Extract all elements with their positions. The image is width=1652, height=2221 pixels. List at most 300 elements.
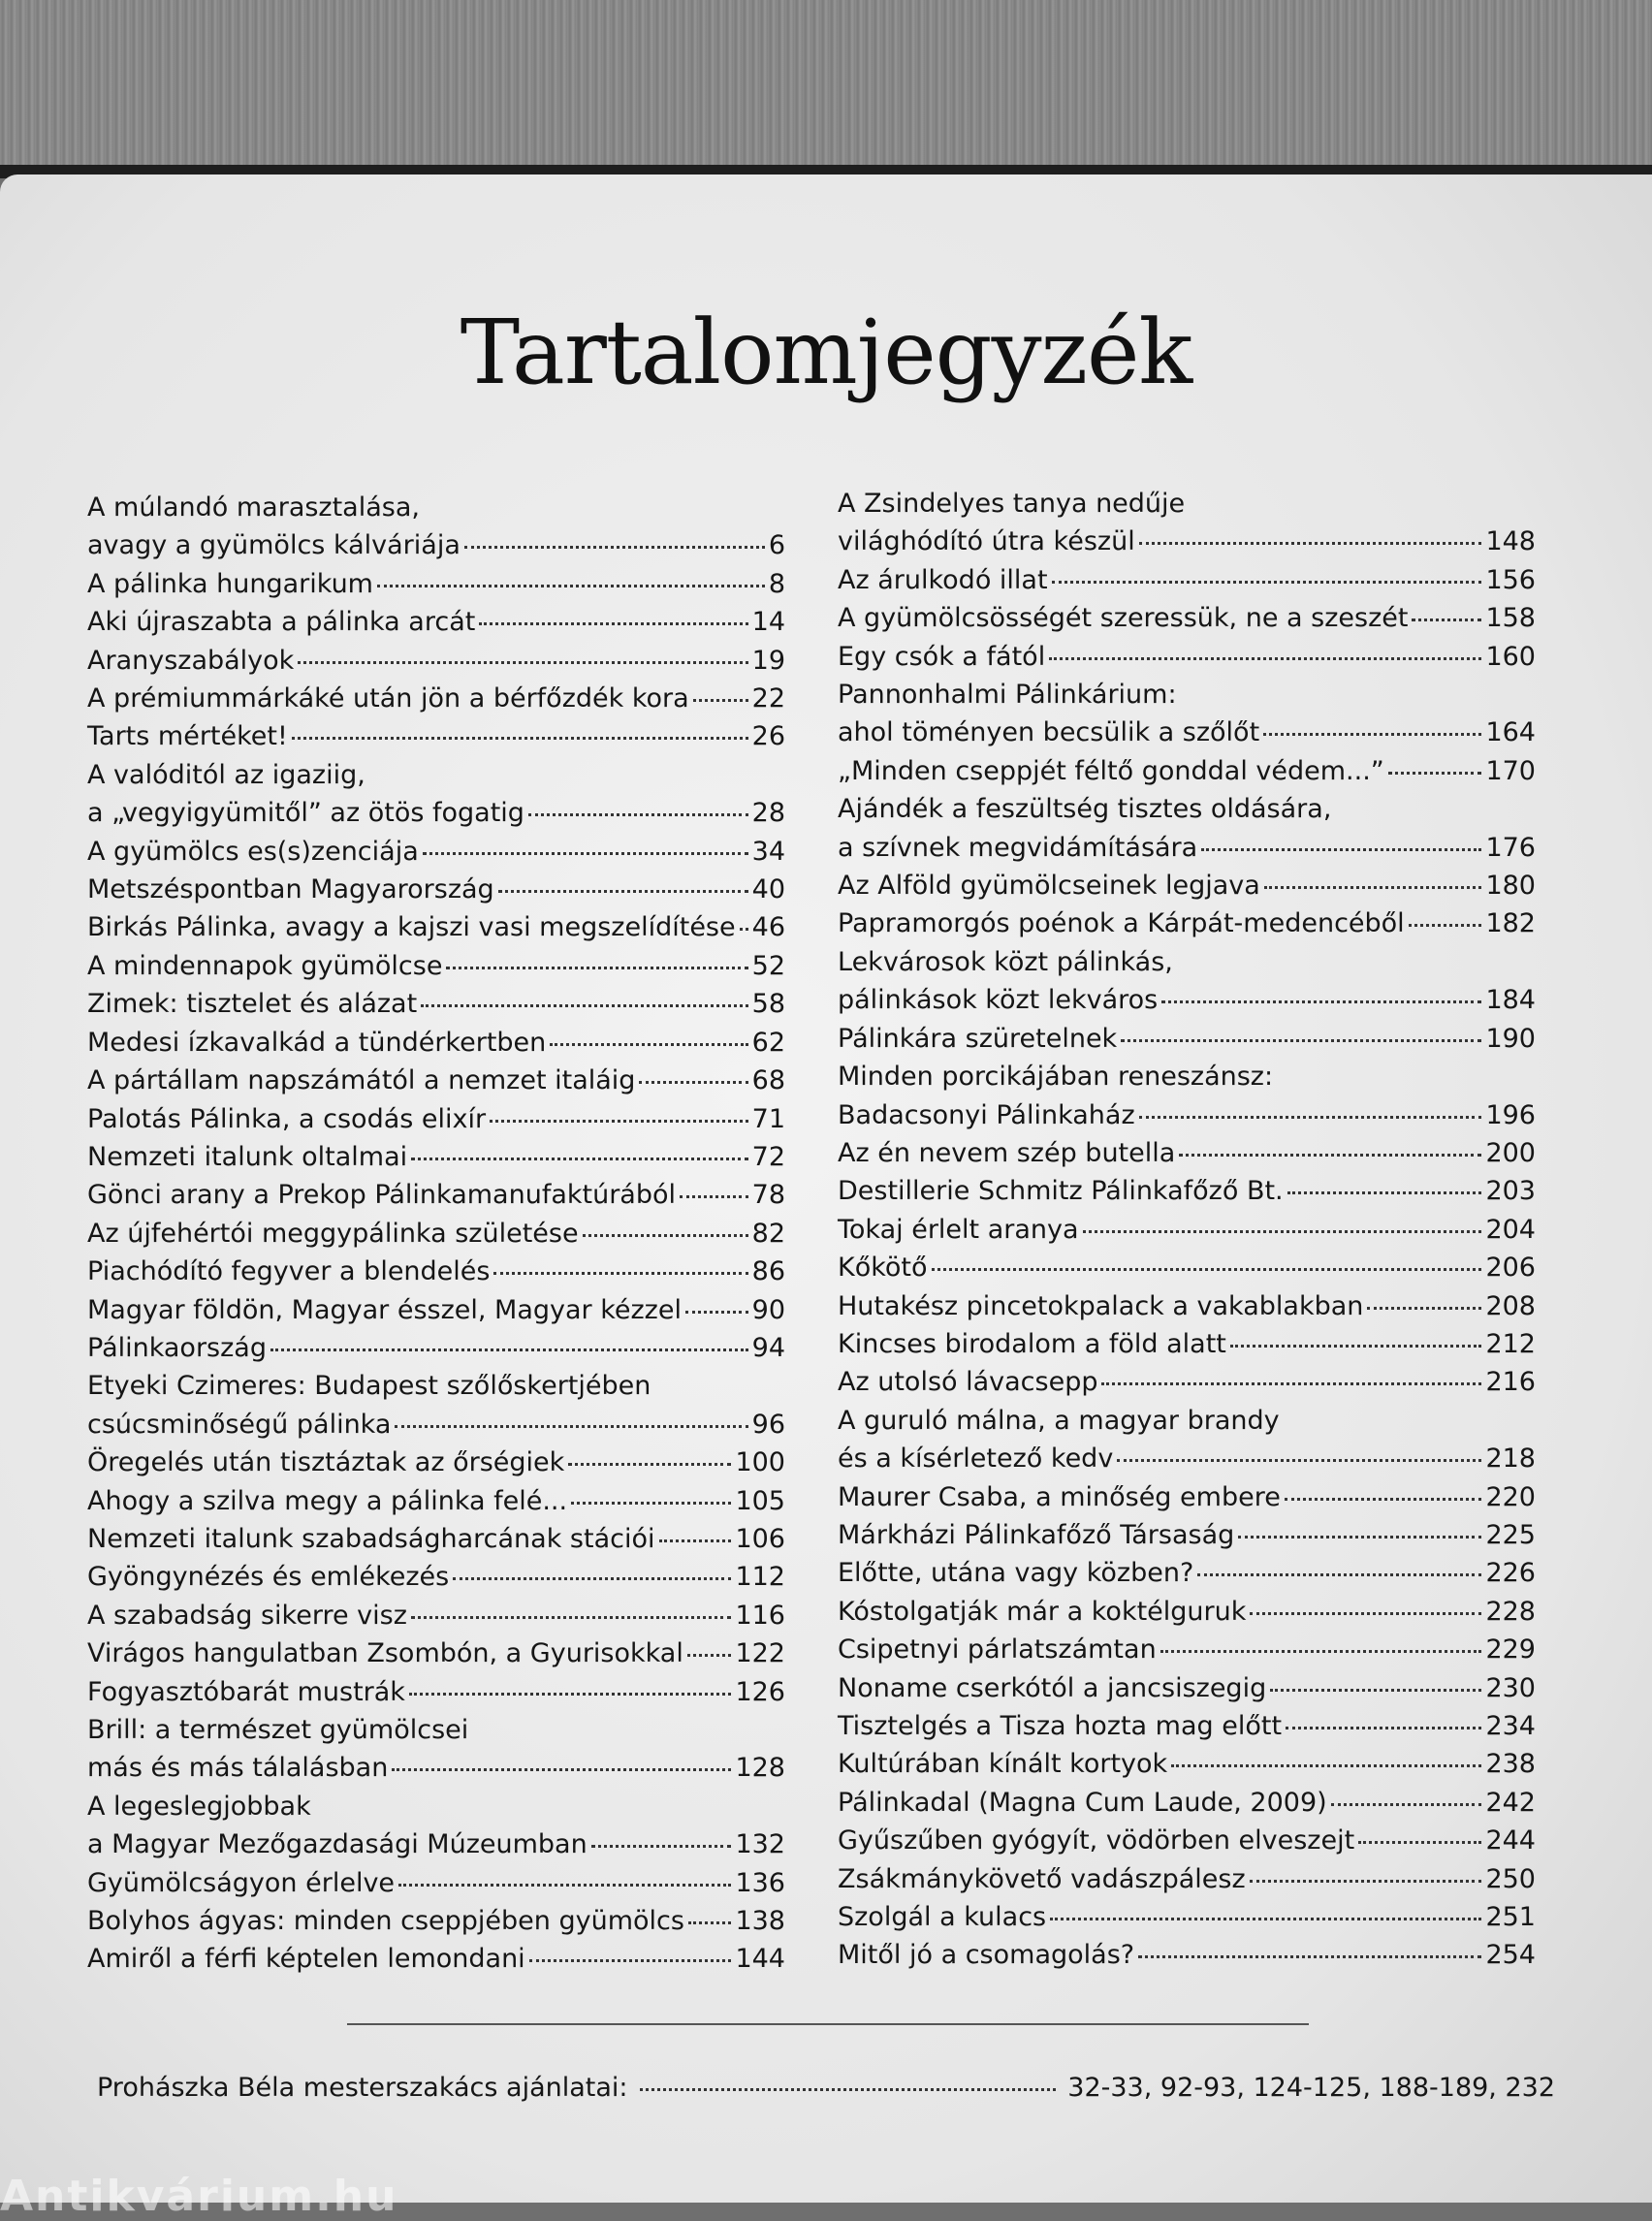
- entry-title: Kőkötő: [838, 1253, 928, 1284]
- entry-title-line1: A Zsindelyes tanya nedűje: [838, 489, 1186, 519]
- page-number: 78: [751, 1180, 785, 1211]
- page-number: 229: [1485, 1634, 1536, 1666]
- entry-title: A pálinka hungarikum: [87, 568, 373, 599]
- leader-dots: [1171, 1764, 1481, 1767]
- leader-dots: [1230, 1345, 1482, 1348]
- entry-title: A szabadság sikerre visz: [87, 1600, 407, 1631]
- leader-dots: [550, 1043, 747, 1046]
- entry-title: Mitől jó a csomagolás?: [838, 1940, 1135, 1971]
- page-number: 244: [1485, 1825, 1536, 1856]
- entry-title: más és más tálalásban: [87, 1753, 389, 1784]
- toc-entry: [87, 1520, 785, 1558]
- leader-dots: [659, 1539, 732, 1542]
- leader-dots: [377, 585, 765, 587]
- entry-title: A pártállam napszámától a nemzet italáig: [87, 1065, 636, 1096]
- entry-line: [87, 947, 785, 985]
- page-number: 8: [768, 568, 785, 599]
- entry-line: [87, 1444, 785, 1481]
- watermark: Antikvárium.hu: [0, 2172, 398, 2221]
- page-number: 206: [1485, 1253, 1536, 1284]
- page-number: 226: [1485, 1558, 1536, 1589]
- leader-dots: [464, 546, 765, 549]
- page-number: 46: [751, 912, 785, 943]
- entry-line: [87, 1406, 785, 1444]
- entry-title: Metszéspontban Magyarország: [87, 874, 494, 905]
- entry-line: [87, 1329, 785, 1367]
- entry-title: Gyűszűben gyógyít, vödörben elveszejt: [838, 1825, 1355, 1856]
- toc-entry: [838, 1936, 1536, 1974]
- page-number: 136: [735, 1867, 785, 1898]
- toc-entry: [87, 1634, 785, 1672]
- entry-title-line1: Etyeki Czimeres: Budapest szőlőskertjében: [87, 1371, 651, 1402]
- toc-entry: [87, 603, 785, 641]
- entry-title: Ahogy a szilva megy a pálinka felé...: [87, 1485, 568, 1516]
- entry-title: A gyümölcs es(s)zenciája: [87, 836, 419, 867]
- entry-title: világhódító útra készül: [838, 526, 1135, 557]
- entry-line: [838, 1745, 1536, 1783]
- leader-dots: [932, 1268, 1482, 1271]
- toc-entry: [87, 1215, 785, 1253]
- toc-entry: [87, 1597, 785, 1634]
- page-number: 204: [1485, 1214, 1536, 1245]
- entry-title: Márkházi Pálinkafőző Társaság: [838, 1519, 1235, 1550]
- entry-title-line1: Ajándék a feszültség tisztes oldására,: [838, 794, 1332, 825]
- toc-entry: [838, 867, 1536, 904]
- entry-title: Aki újraszabta a pálinka arcát: [87, 607, 476, 638]
- entry-line: [838, 1172, 1536, 1210]
- entry-line: [87, 1520, 785, 1558]
- toc-entry: [838, 1363, 1536, 1401]
- leader-dots: [395, 1425, 747, 1428]
- entry-line: [87, 1253, 785, 1290]
- toc-entry: [838, 1249, 1536, 1286]
- entry-title: Papramorgós poénok a Kárpát-medencéből: [838, 908, 1405, 939]
- entry-line: [87, 603, 785, 641]
- leader-dots: [529, 1959, 732, 1962]
- entry-title: csúcsminőségű pálinka: [87, 1409, 392, 1440]
- leader-dots: [1358, 1841, 1481, 1844]
- entry-line: [87, 794, 785, 832]
- leader-dots: [1179, 1154, 1481, 1157]
- page-title: Tartalomjegyzék: [460, 301, 1192, 404]
- entry-line: [838, 1593, 1536, 1631]
- page-number: 228: [1485, 1596, 1536, 1627]
- page-number: 160: [1485, 641, 1536, 672]
- entry-title: Gönci arany a Prekop Pálinkamanufaktúrából: [87, 1180, 677, 1211]
- page-number: 176: [1485, 832, 1536, 863]
- page-number: 251: [1485, 1902, 1536, 1933]
- leader-dots: [421, 1004, 747, 1007]
- toc-entry: [87, 1444, 785, 1481]
- leader-dots: [571, 1502, 731, 1505]
- leader-dots: [687, 1654, 732, 1657]
- entry-title: Gyöngynézés és emlékezés: [87, 1562, 450, 1593]
- entry-title-line1: Brill: a természet gyümölcsei: [87, 1715, 469, 1745]
- page-number: 158: [1485, 603, 1536, 634]
- entry-title: Zimek: tisztelet és alázat: [87, 989, 418, 1020]
- page-number: 72: [751, 1141, 785, 1172]
- entry-line: [87, 833, 785, 871]
- toc-entry: [838, 676, 1536, 752]
- entry-line: [87, 1864, 785, 1902]
- entry-title: avagy a gyümölcs kálváriája: [87, 530, 461, 561]
- toc-entry: [87, 1291, 785, 1329]
- entry-line: [838, 1325, 1536, 1363]
- toc-entry: [838, 1669, 1536, 1707]
- entry-line: [838, 1860, 1536, 1898]
- entry-title: Kóstolgatják már a koktélguruk: [838, 1596, 1247, 1627]
- entry-line: [87, 1673, 785, 1711]
- divider: [347, 2023, 1309, 2025]
- page-number: 156: [1485, 564, 1536, 595]
- leader-dots: [1409, 924, 1482, 927]
- toc-entry: [87, 1100, 785, 1138]
- entry-line: [87, 1634, 785, 1672]
- entry-line: [87, 1749, 785, 1787]
- page-number: 230: [1485, 1672, 1536, 1703]
- leader-dots: [1139, 1116, 1482, 1119]
- page-number: 90: [751, 1294, 785, 1325]
- leader-dots: [1285, 1498, 1482, 1501]
- page-number: 122: [735, 1638, 785, 1669]
- leader-dots: [292, 737, 748, 740]
- page-number: 225: [1485, 1519, 1536, 1550]
- entry-line: [838, 1554, 1536, 1592]
- leader-dots: [453, 1577, 731, 1580]
- leader-dots: [1270, 1689, 1481, 1692]
- leader-dots: [688, 1921, 732, 1924]
- toc-entry: [87, 1940, 785, 1978]
- entry-line: [838, 829, 1536, 867]
- page-number: 96: [751, 1409, 785, 1440]
- entry-line: [838, 1822, 1536, 1859]
- entry-title: Amiről a férfi képtelen lemondani: [87, 1944, 525, 1975]
- entry-title: Hutakész pincetokpalack a vakablakban: [838, 1290, 1364, 1321]
- entry-title: A prémiummárkáké után jön a bérfőzdék kora: [87, 683, 689, 714]
- entry-title: Öregelés után tisztáztak az őrségiek: [87, 1447, 565, 1478]
- page-number: 40: [751, 874, 785, 905]
- entry-title-line1: A valóditól az igaziig,: [87, 759, 365, 790]
- toc-entry: [838, 752, 1536, 790]
- page-number: 6: [768, 530, 785, 561]
- entry-line: [87, 642, 785, 680]
- leader-dots: [1161, 1000, 1481, 1003]
- entry-line: [838, 1249, 1536, 1286]
- toc-entry: [87, 1711, 785, 1788]
- entry-title-line1: Minden porcikájában reneszánsz:: [838, 1062, 1274, 1093]
- entry-line: [838, 1707, 1536, 1745]
- leader-dots: [270, 1348, 748, 1351]
- page-number: 22: [751, 683, 785, 714]
- entry-line: [87, 871, 785, 908]
- entry-line: [838, 1631, 1536, 1668]
- entry-title: Fogyasztóbarát mustrák: [87, 1676, 405, 1707]
- toc-entry: [87, 1482, 785, 1520]
- leader-dots: [740, 928, 748, 931]
- toc-entry: [838, 1058, 1536, 1134]
- page-number: 218: [1485, 1444, 1536, 1475]
- entry-title: Pálinkadal (Magna Cum Laude, 2009): [838, 1787, 1327, 1818]
- page-number: 34: [751, 836, 785, 867]
- toc-entry: [838, 1402, 1536, 1478]
- toc-entry: [838, 904, 1536, 942]
- toc-entry: [87, 1902, 785, 1940]
- entry-line: [87, 1138, 785, 1176]
- page-number: 212: [1485, 1328, 1536, 1359]
- toc-entry: [838, 1325, 1536, 1363]
- entry-title: Birkás Pálinka, avagy a kajszi vasi megszelídítése: [87, 912, 736, 943]
- entry-title: Pálinkára szüretelnek: [838, 1023, 1118, 1054]
- toc-entry: [87, 1558, 785, 1596]
- page-number: 116: [735, 1600, 785, 1631]
- entry-title: Badacsonyi Pálinkaház: [838, 1099, 1135, 1130]
- leader-dots: [1050, 1918, 1481, 1920]
- page-number: 138: [735, 1906, 785, 1937]
- entry-title: Tisztelgés a Tisza hozta mag előtt: [838, 1711, 1283, 1741]
- leader-dots: [685, 1311, 748, 1314]
- entry-title: Palotás Pálinka, a csodás elixír: [87, 1103, 487, 1134]
- entry-line: [838, 1669, 1536, 1707]
- toc-right-column: [838, 485, 1536, 1975]
- entry-line: [87, 1291, 785, 1329]
- entry-title: ahol töményen becsülik a szőlőt: [838, 717, 1260, 748]
- leader-dots: [693, 699, 748, 702]
- page-number: 68: [751, 1065, 785, 1096]
- toc-entry: [838, 1822, 1536, 1859]
- toc-entry: [838, 1211, 1536, 1249]
- entry-line: [838, 714, 1536, 751]
- entry-line: [838, 561, 1536, 599]
- leader-dots: [1121, 1039, 1481, 1042]
- page-number: 216: [1485, 1367, 1536, 1398]
- entry-line: [838, 1936, 1536, 1974]
- leader-dots: [423, 852, 748, 855]
- entry-line: [838, 867, 1536, 904]
- leader-dots: [1250, 1612, 1481, 1615]
- leader-dots: [479, 622, 747, 625]
- toc-entry: [87, 1253, 785, 1290]
- toc-entry: [87, 1176, 785, 1214]
- entry-title-line1: Lekvárosok közt pálinkás,: [838, 946, 1173, 977]
- entry-line: [87, 1940, 785, 1978]
- toc-entry: [838, 1784, 1536, 1822]
- leader-dots: [1101, 1382, 1481, 1385]
- toc-entry: [87, 717, 785, 755]
- entry-line: [838, 1363, 1536, 1401]
- entry-title: Nemzeti italunk szabadságharcának stációi: [87, 1523, 655, 1554]
- page-number: 220: [1485, 1481, 1536, 1512]
- entry-line: [838, 1516, 1536, 1554]
- entry-line: [838, 1440, 1536, 1477]
- toc-entry: [87, 908, 785, 946]
- entry-line: [87, 526, 785, 564]
- leader-dots: [583, 1234, 748, 1237]
- leader-dots: [493, 1272, 747, 1275]
- page-number: 238: [1485, 1749, 1536, 1780]
- leader-dots: [639, 1081, 747, 1084]
- entry-title: Magyar földön, Magyar ésszel, Magyar kézzel: [87, 1294, 682, 1325]
- leader-dots: [1052, 581, 1482, 584]
- page-number: 58: [751, 989, 785, 1020]
- entry-line: [87, 1176, 785, 1214]
- page-number: 28: [751, 798, 785, 829]
- page-number: 94: [751, 1332, 785, 1363]
- entry-title: A gyümölcsösségét szeressük, ne a szeszét: [838, 603, 1409, 634]
- toc-entry: [87, 565, 785, 603]
- entry-title: Az én nevem szép butella: [838, 1137, 1176, 1168]
- entry-line: [87, 1597, 785, 1634]
- leader-dots: [1138, 1955, 1481, 1958]
- page-number: 196: [1485, 1099, 1536, 1130]
- toc-entry: [838, 943, 1536, 1020]
- page-number: 180: [1485, 871, 1536, 902]
- entry-title: Egy csók a fától: [838, 641, 1046, 672]
- toc-entry: [838, 1020, 1536, 1058]
- entry-title: Gyümölcságyon érlelve: [87, 1867, 396, 1898]
- toc-entry: [838, 485, 1536, 561]
- page-number: 184: [1485, 985, 1536, 1016]
- toc-entry: [87, 1673, 785, 1711]
- leader-dots: [1250, 1880, 1482, 1883]
- entry-title: Zsákmánykövető vadászpálesz: [838, 1863, 1246, 1894]
- leader-dots: [411, 1158, 747, 1160]
- entry-title: a Magyar Mezőgazdasági Múzeumban: [87, 1829, 588, 1860]
- leader-dots: [640, 2088, 1057, 2091]
- toc-entry: [838, 638, 1536, 676]
- entry-title: a „vegyigyümitől” az ötös fogatig: [87, 798, 524, 829]
- entry-title: a szívnek megvidámítására: [838, 832, 1198, 863]
- page-number: 128: [735, 1753, 785, 1784]
- entry-title-line1: A guruló málna, a magyar brandy: [838, 1405, 1280, 1436]
- leader-dots: [1049, 657, 1481, 660]
- entry-line: [838, 1134, 1536, 1172]
- page-number: 100: [735, 1447, 785, 1478]
- page-number: 126: [735, 1676, 785, 1707]
- page-number: 105: [735, 1485, 785, 1516]
- toc-entry: [838, 1707, 1536, 1745]
- entry-line: [87, 1825, 785, 1863]
- page-number: 19: [751, 645, 785, 676]
- entry-title: Maurer Csaba, a minőség embere: [838, 1481, 1281, 1512]
- entry-title: Tokaj érlelt aranya: [838, 1214, 1079, 1245]
- leader-dots: [1388, 772, 1482, 775]
- leader-dots: [1263, 733, 1481, 736]
- entry-title-line1: Pannonhalmi Pálinkárium:: [838, 680, 1177, 711]
- entry-line: [838, 1898, 1536, 1936]
- leader-dots: [446, 967, 747, 969]
- footer-entry: [97, 2073, 1555, 2103]
- entry-title: Szolgál a kulacs: [838, 1902, 1047, 1933]
- page-number: 148: [1485, 526, 1536, 557]
- table-surface: [0, 0, 1652, 175]
- entry-title-line1: A múlandó marasztalása,: [87, 492, 420, 523]
- page-number: 242: [1485, 1787, 1536, 1818]
- toc-entry: [87, 1329, 785, 1367]
- page-number: 144: [735, 1944, 785, 1975]
- page-number: 62: [751, 1027, 785, 1058]
- entry-line: [838, 1096, 1536, 1134]
- toc-entry: [838, 1554, 1536, 1592]
- page-number: 164: [1485, 717, 1536, 748]
- toc-entry: [87, 985, 785, 1023]
- leader-dots: [1201, 848, 1481, 851]
- leader-dots: [1264, 886, 1482, 889]
- footer-pages: 32-33, 92-93, 124-125, 188-189, 232: [1067, 2073, 1555, 2103]
- entry-title: Aranyszabályok: [87, 645, 295, 676]
- toc-entry: [838, 1631, 1536, 1668]
- page-number: 234: [1485, 1711, 1536, 1741]
- toc-entry: [87, 833, 785, 871]
- leader-dots: [1083, 1230, 1482, 1233]
- leader-dots: [490, 1120, 748, 1123]
- leader-dots: [409, 1693, 732, 1696]
- entry-title: Az Alföld gyümölcseinek legjava: [838, 871, 1260, 902]
- entry-title: A mindennapok gyümölcse: [87, 950, 443, 981]
- toc-entry: [87, 1367, 785, 1444]
- toc-entry: [87, 1138, 785, 1176]
- page-number: 86: [751, 1256, 785, 1287]
- leader-dots: [1286, 1727, 1481, 1729]
- leader-dots: [1287, 1191, 1482, 1194]
- page-number: 250: [1485, 1863, 1536, 1894]
- entry-line: [87, 1482, 785, 1520]
- leader-dots: [298, 661, 747, 664]
- entry-line: [838, 638, 1536, 676]
- entry-title: Kultúrában kínált kortyok: [838, 1749, 1168, 1780]
- toc-entry: [838, 1287, 1536, 1325]
- entry-line: [87, 680, 785, 717]
- entry-line: [87, 1062, 785, 1099]
- page-number: 190: [1485, 1023, 1536, 1054]
- leader-dots: [1412, 619, 1481, 621]
- toc-entry: [87, 642, 785, 680]
- toc-entry: [838, 1478, 1536, 1516]
- entry-line: [838, 599, 1536, 637]
- leader-dots: [1331, 1803, 1482, 1806]
- leader-dots: [498, 890, 748, 893]
- page-number: 182: [1485, 908, 1536, 939]
- entry-line: [838, 904, 1536, 942]
- entry-title: Csipetnyi párlatszámtan: [838, 1634, 1157, 1666]
- toc-entry: [838, 1134, 1536, 1172]
- leader-dots: [1238, 1536, 1481, 1539]
- toc-entry: [838, 1172, 1536, 1210]
- page-number: 170: [1485, 755, 1536, 786]
- entry-title: Pálinkaország: [87, 1332, 267, 1363]
- toc-entry: [87, 947, 785, 985]
- page-number: 200: [1485, 1137, 1536, 1168]
- leader-dots: [1117, 1459, 1481, 1462]
- entry-line: [838, 752, 1536, 790]
- entry-line: [838, 1784, 1536, 1822]
- entry-line: [838, 523, 1536, 560]
- page-number: 71: [751, 1103, 785, 1134]
- page-number: 254: [1485, 1940, 1536, 1971]
- leader-dots: [392, 1768, 731, 1771]
- entry-title: Az árulkodó illat: [838, 564, 1048, 595]
- entry-line: [87, 565, 785, 603]
- entry-title: Destillerie Schmitz Pálinkafőző Bt.: [838, 1176, 1284, 1207]
- page-number: 106: [735, 1523, 785, 1554]
- entry-line: [87, 1215, 785, 1253]
- entry-title: Előtte, utána vagy közben?: [838, 1558, 1194, 1589]
- toc-entry: [87, 871, 785, 908]
- entry-title: Kincses birodalom a föld alatt: [838, 1328, 1226, 1359]
- footer-label: Prohászka Béla mesterszakács ajánlatai:: [97, 2073, 628, 2103]
- entry-line: [87, 1558, 785, 1596]
- toc-entry: [87, 1864, 785, 1902]
- page-number: 208: [1485, 1290, 1536, 1321]
